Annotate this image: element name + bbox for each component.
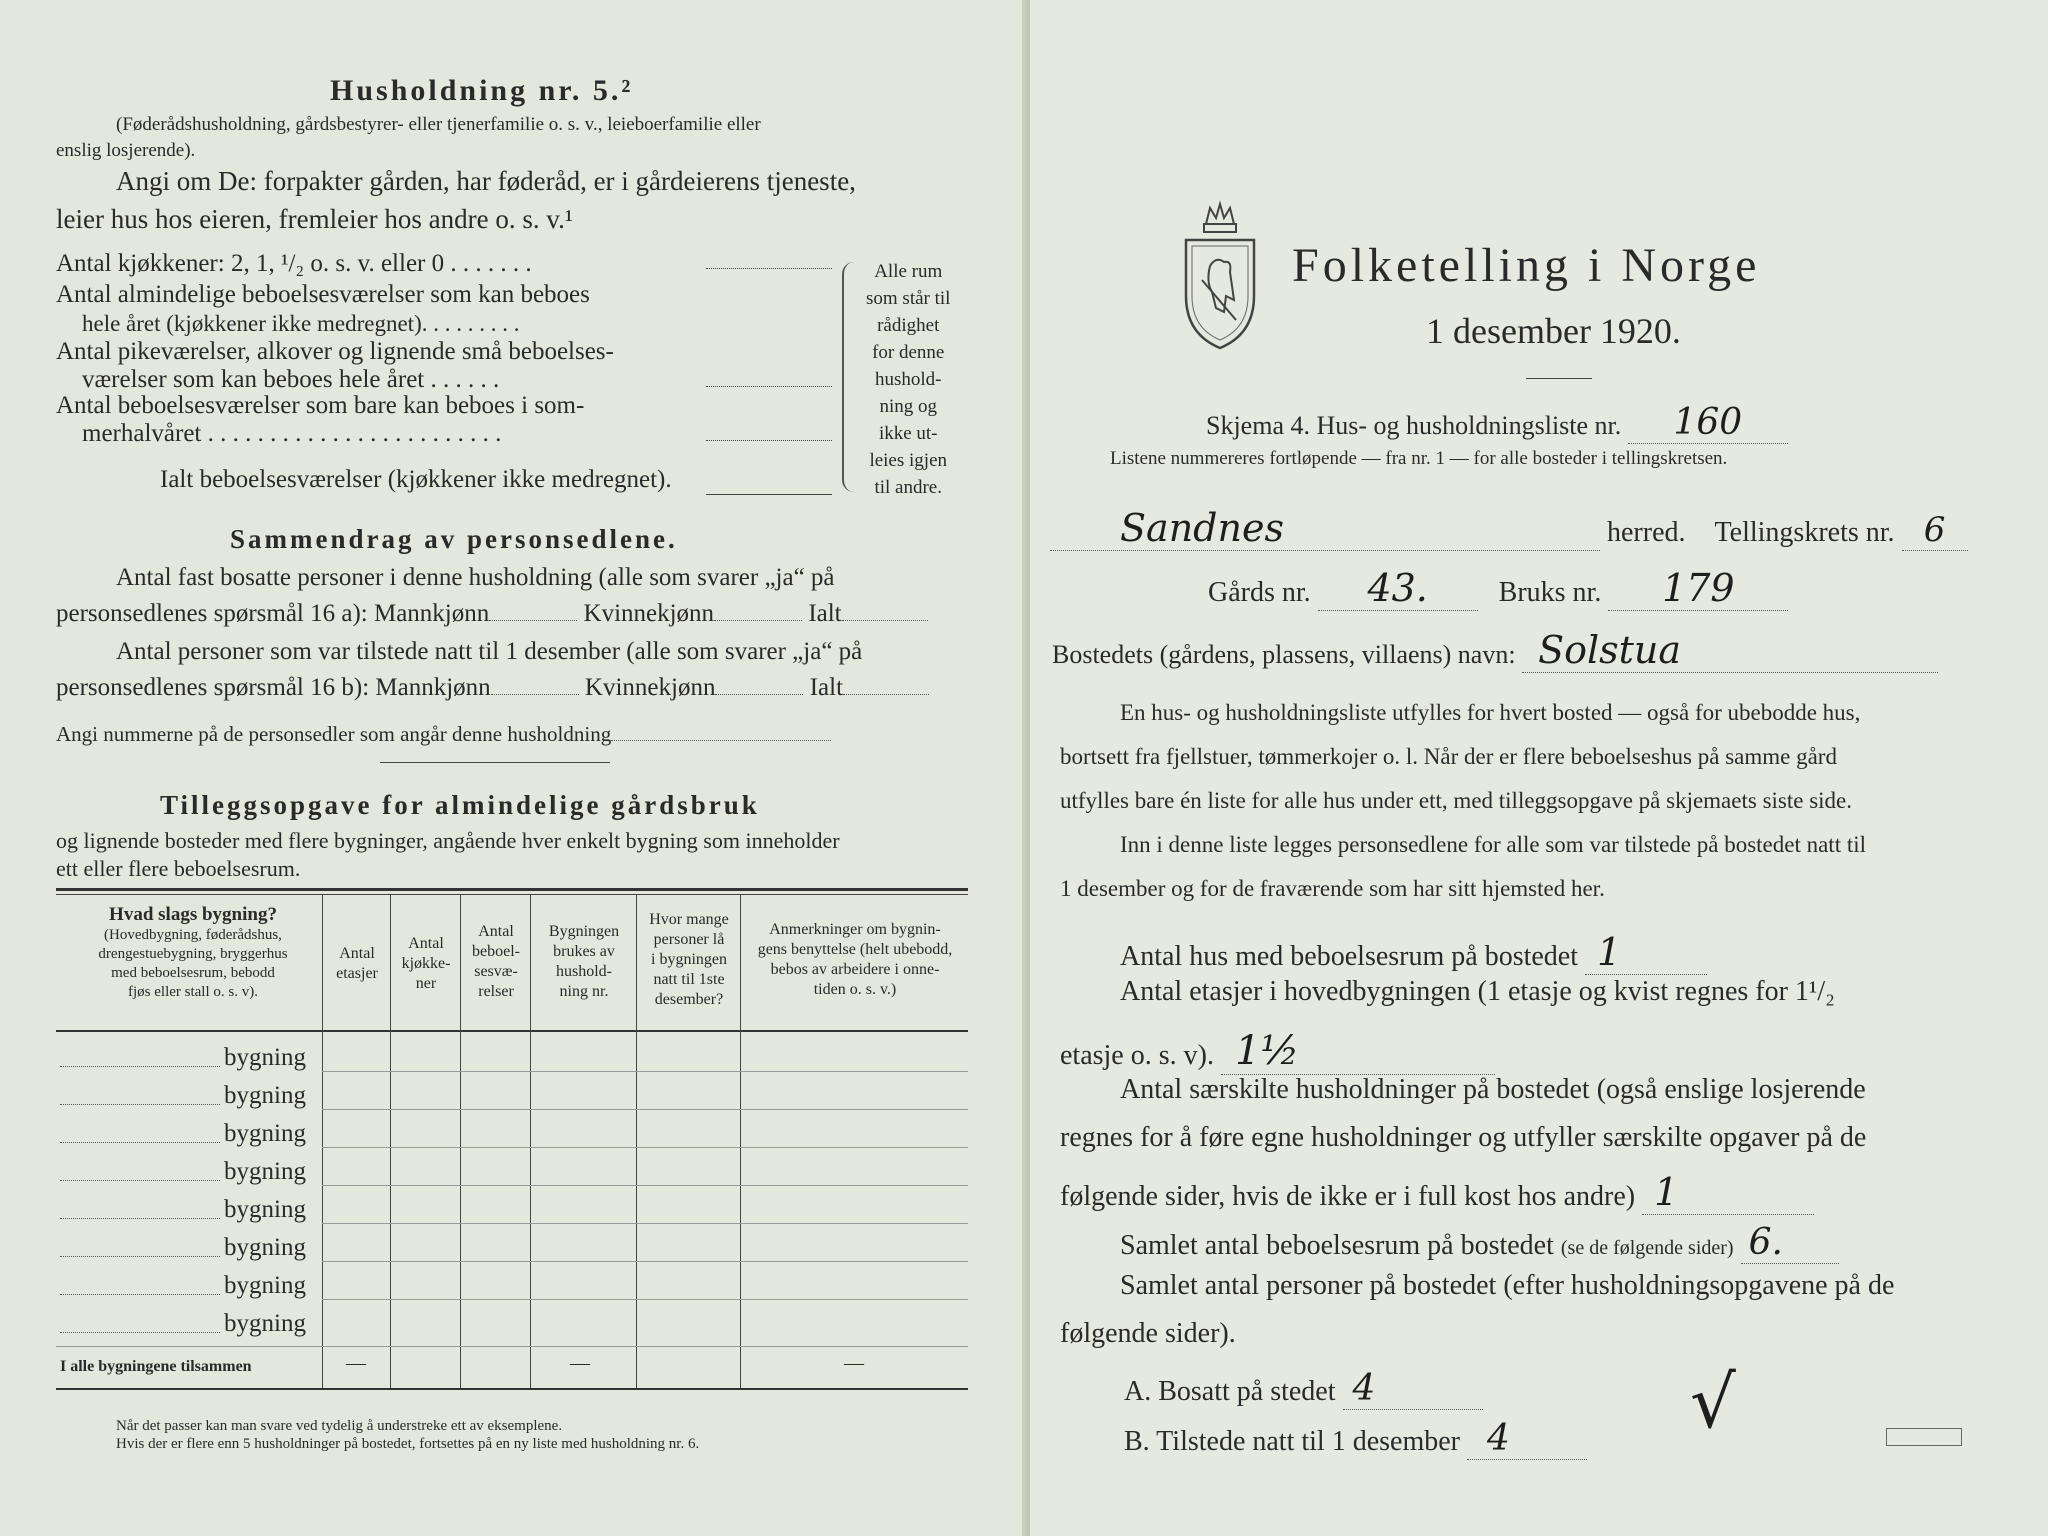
supplement-line-2: ett eller flere beboelsesrum. bbox=[56, 856, 301, 881]
present-line: B. Tilstede natt til 1 desember 4 bbox=[1124, 1418, 1587, 1460]
rooms-line-6: Antal beboelsesværelser som bare kan beboes i som- bbox=[56, 392, 585, 419]
rooms-line-3: hele året (kjøkkener ikke medregnet). . . . . . . . . bbox=[82, 311, 520, 336]
total-household-dash: — bbox=[570, 1352, 590, 1374]
bruks-value: 179 bbox=[1608, 566, 1788, 611]
angi-line-2: leier hus hos eieren, fremleier hos andre o. s. v.¹ bbox=[56, 204, 573, 234]
resident-line: A. Bosatt på stedet 4 bbox=[1124, 1368, 1483, 1410]
footnote-2: Hvis der er flere enn 5 husholdninger på bostedet, fortsettes på en ny liste med husholdning nr. 6. bbox=[116, 1436, 700, 1452]
bosted-value: Solstua bbox=[1522, 628, 1938, 673]
summary-line-4: personsedlenes spørsmål 16 b): Mannkjønn Kvinnekjønn Ialt bbox=[56, 674, 929, 702]
col-header-remarks: Anmerkninger om bygnin- gens benyttelse (helt ubebodd, bebos av arbeidere i onne- tiden o. s. v.) bbox=[757, 921, 953, 998]
persons-line-2: følgende sider). bbox=[1060, 1318, 1236, 1349]
coat-of-arms-icon bbox=[1180, 200, 1260, 352]
krets-value: 6 bbox=[1902, 510, 1968, 551]
summary-line-1: Antal fast bosatte personer i denne husholdning (alle som svarer „ja“ på bbox=[116, 564, 835, 591]
numbering-note: Listene nummereres fortløpende — fra nr. 1 — for alle bosteder i tellingskretsen. bbox=[1110, 448, 1728, 469]
floors-line-2: etasje o. s. v). 1½ bbox=[1060, 1028, 1495, 1075]
col-header-type: Hvad slags bygning? (Hovedbygning, føderådshus, drengestuebygning, bryggerhus med beboelsesrum, bebodd fjøs eller stall o. s. v). bbox=[98, 904, 288, 1000]
rooms-line-7: merhalvåret . . . . . . . . . . . . . . . . . . . . . . . . bbox=[82, 420, 502, 447]
instructions-line-4: Inn i denne liste legges personsedlene for alle som var tilstede på bostedet natt til bbox=[1120, 832, 1867, 857]
summary-line-3: Antal personer som var tilstede natt til 1 desember (alle som svarer „ja“ på bbox=[116, 638, 863, 665]
households-line-1: Antal særskilte husholdninger på bostedet (også enslige losjerende bbox=[1120, 1074, 1866, 1105]
form-title: Folketelling i Norge bbox=[1292, 239, 1761, 292]
gards-value: 43. bbox=[1318, 566, 1478, 611]
herred-line: Sandnes herred. Tellingskrets nr. 6 bbox=[1050, 506, 1968, 551]
col-header-household: Bygningen brukes av hushold- ning nr. bbox=[548, 923, 620, 1000]
summary-title: Sammendrag av personsedlene. bbox=[230, 524, 678, 554]
instructions-line-3: utfylles bare én liste for alle hus under ett, med tilleggsopgave på skjemaets siste side. bbox=[1060, 788, 1853, 813]
checkmark-annotation: √ bbox=[1690, 1360, 1736, 1444]
printer-stamp bbox=[1886, 1428, 1962, 1446]
table-row-label: bygning bbox=[224, 1196, 306, 1223]
side-note-brace bbox=[842, 262, 862, 492]
floors-value: 1½ bbox=[1221, 1028, 1495, 1075]
col-header-floors: Antal etasjer bbox=[336, 945, 378, 982]
table-row-label: bygning bbox=[224, 1120, 306, 1147]
persons-line-1: Samlet antal personer på bostedet (efter husholdningsopgavene på de bbox=[1120, 1270, 1895, 1301]
table-row-label: bygning bbox=[224, 1272, 306, 1299]
households-line-3: følgende sider, hvis de ikke er i full kost hos andre) 1 bbox=[1060, 1170, 1814, 1215]
houses-line: Antal hus med beboelsesrum på bostedet 1 bbox=[1120, 930, 1707, 975]
side-note: Alle rum som står til rådighet for denne hushold- ning og ikke ut- leies igjen til andre. bbox=[866, 261, 951, 498]
resident-value: 4 bbox=[1343, 1368, 1483, 1410]
bosted-line: Bostedets (gårdens, plassens, villaens) navn: Solstua bbox=[1052, 628, 1938, 673]
table-total-label: I alle bygningene tilsammen bbox=[60, 1358, 252, 1375]
household-note-1: (Føderådshusholdning, gårdsbestyrer- eller tjenerfamilie o. s. v., leieboerfamilie eller bbox=[116, 114, 761, 135]
supplement-line-1: og lignende bosteder med flere bygninger, angående hver enkelt bygning som inneholder bbox=[56, 828, 840, 853]
household-note-2: enslig losjerende). bbox=[56, 140, 196, 161]
households-line-2: regnes for å føre egne husholdninger og utfyller særskilte opgaver på de bbox=[1060, 1122, 1867, 1153]
table-row-label: bygning bbox=[224, 1158, 306, 1185]
rooms-line-2: Antal almindelige beboelsesværelser som kan beboes bbox=[56, 281, 590, 308]
summary-line-5: Angi nummerne på de personsedler som angår denne husholdning bbox=[56, 722, 831, 747]
instructions-line-5: 1 desember og for de fraværende som har sitt hjemsted her. bbox=[1060, 876, 1605, 901]
form-date: 1 desember 1920. bbox=[1426, 311, 1681, 351]
schema-line: Skjema 4. Hus- og husholdningsliste nr. 160 bbox=[1206, 402, 1788, 444]
table-row-label: bygning bbox=[224, 1234, 306, 1261]
footnote-1: Når det passer kan man svare ved tydelig å understreke ett av eksemplene. bbox=[116, 1418, 563, 1434]
table-row-label: bygning bbox=[224, 1082, 306, 1109]
list-number-value: 160 bbox=[1628, 402, 1788, 444]
herred-value: Sandnes bbox=[1050, 506, 1600, 551]
table-row-label: bygning bbox=[224, 1044, 306, 1071]
summary-line-2: personsedlenes spørsmål 16 a): Mannkjønn Kvinnekjønn Ialt bbox=[56, 600, 928, 628]
rooms-total-value: 6. bbox=[1741, 1222, 1839, 1264]
rooms-line-1: Antal kjøkkener: 2, 1, ¹/₂ o. s. v. eller 0 . . . . . . . bbox=[56, 250, 532, 277]
table-row-label: bygning bbox=[224, 1310, 306, 1337]
households-value: 1 bbox=[1642, 1170, 1814, 1215]
total-floors-dash: — bbox=[346, 1352, 366, 1374]
houses-value: 1 bbox=[1585, 930, 1707, 975]
rooms-total-label: Ialt beboelsesværelser (kjøkkener ikke medregnet). bbox=[160, 466, 672, 493]
instructions-line-1: En hus- og husholdningsliste utfylles for hvert bosted — også for ubebodde hus, bbox=[1120, 700, 1861, 725]
col-header-rooms: Antal beboel- sesvæ- relser bbox=[472, 923, 520, 1000]
rooms-line-4: Antal pikeværelser, alkover og lignende små beboelses- bbox=[56, 338, 614, 365]
total-remarks-dash: — bbox=[844, 1352, 864, 1374]
instructions-line-2: bortsett fra fjellstuer, tømmerkojer o. l. Når der er flere beboelseshus på samme gård bbox=[1060, 744, 1837, 769]
gards-line: Gårds nr. 43. Bruks nr. 179 bbox=[1208, 566, 1788, 611]
right-page bbox=[1030, 0, 2048, 1536]
col-header-kitchens: Antal kjøkke- ner bbox=[401, 935, 451, 992]
household-title: Husholdning nr. 5.² bbox=[330, 74, 634, 107]
supplement-title: Tilleggsopgave for almindelige gårdsbruk bbox=[160, 790, 760, 820]
floors-line-1: Antal etasjer i hovedbygningen (1 etasje og kvist regnes for 1¹/₂ bbox=[1120, 976, 1835, 1007]
rooms-line-5: værelser som kan beboes hele året . . . . . . bbox=[82, 366, 500, 393]
present-value: 4 bbox=[1467, 1418, 1587, 1460]
col-header-persons: Hvor mange personer lå i bygningen natt til 1ste desember? bbox=[649, 911, 729, 1008]
rooms-total-line: Samlet antal beboelsesrum på bostedet (se de følgende sider) 6. bbox=[1120, 1222, 1839, 1264]
angi-line-1: Angi om De: forpakter gården, har føderåd, er i gårdeierens tjeneste, bbox=[116, 166, 856, 196]
